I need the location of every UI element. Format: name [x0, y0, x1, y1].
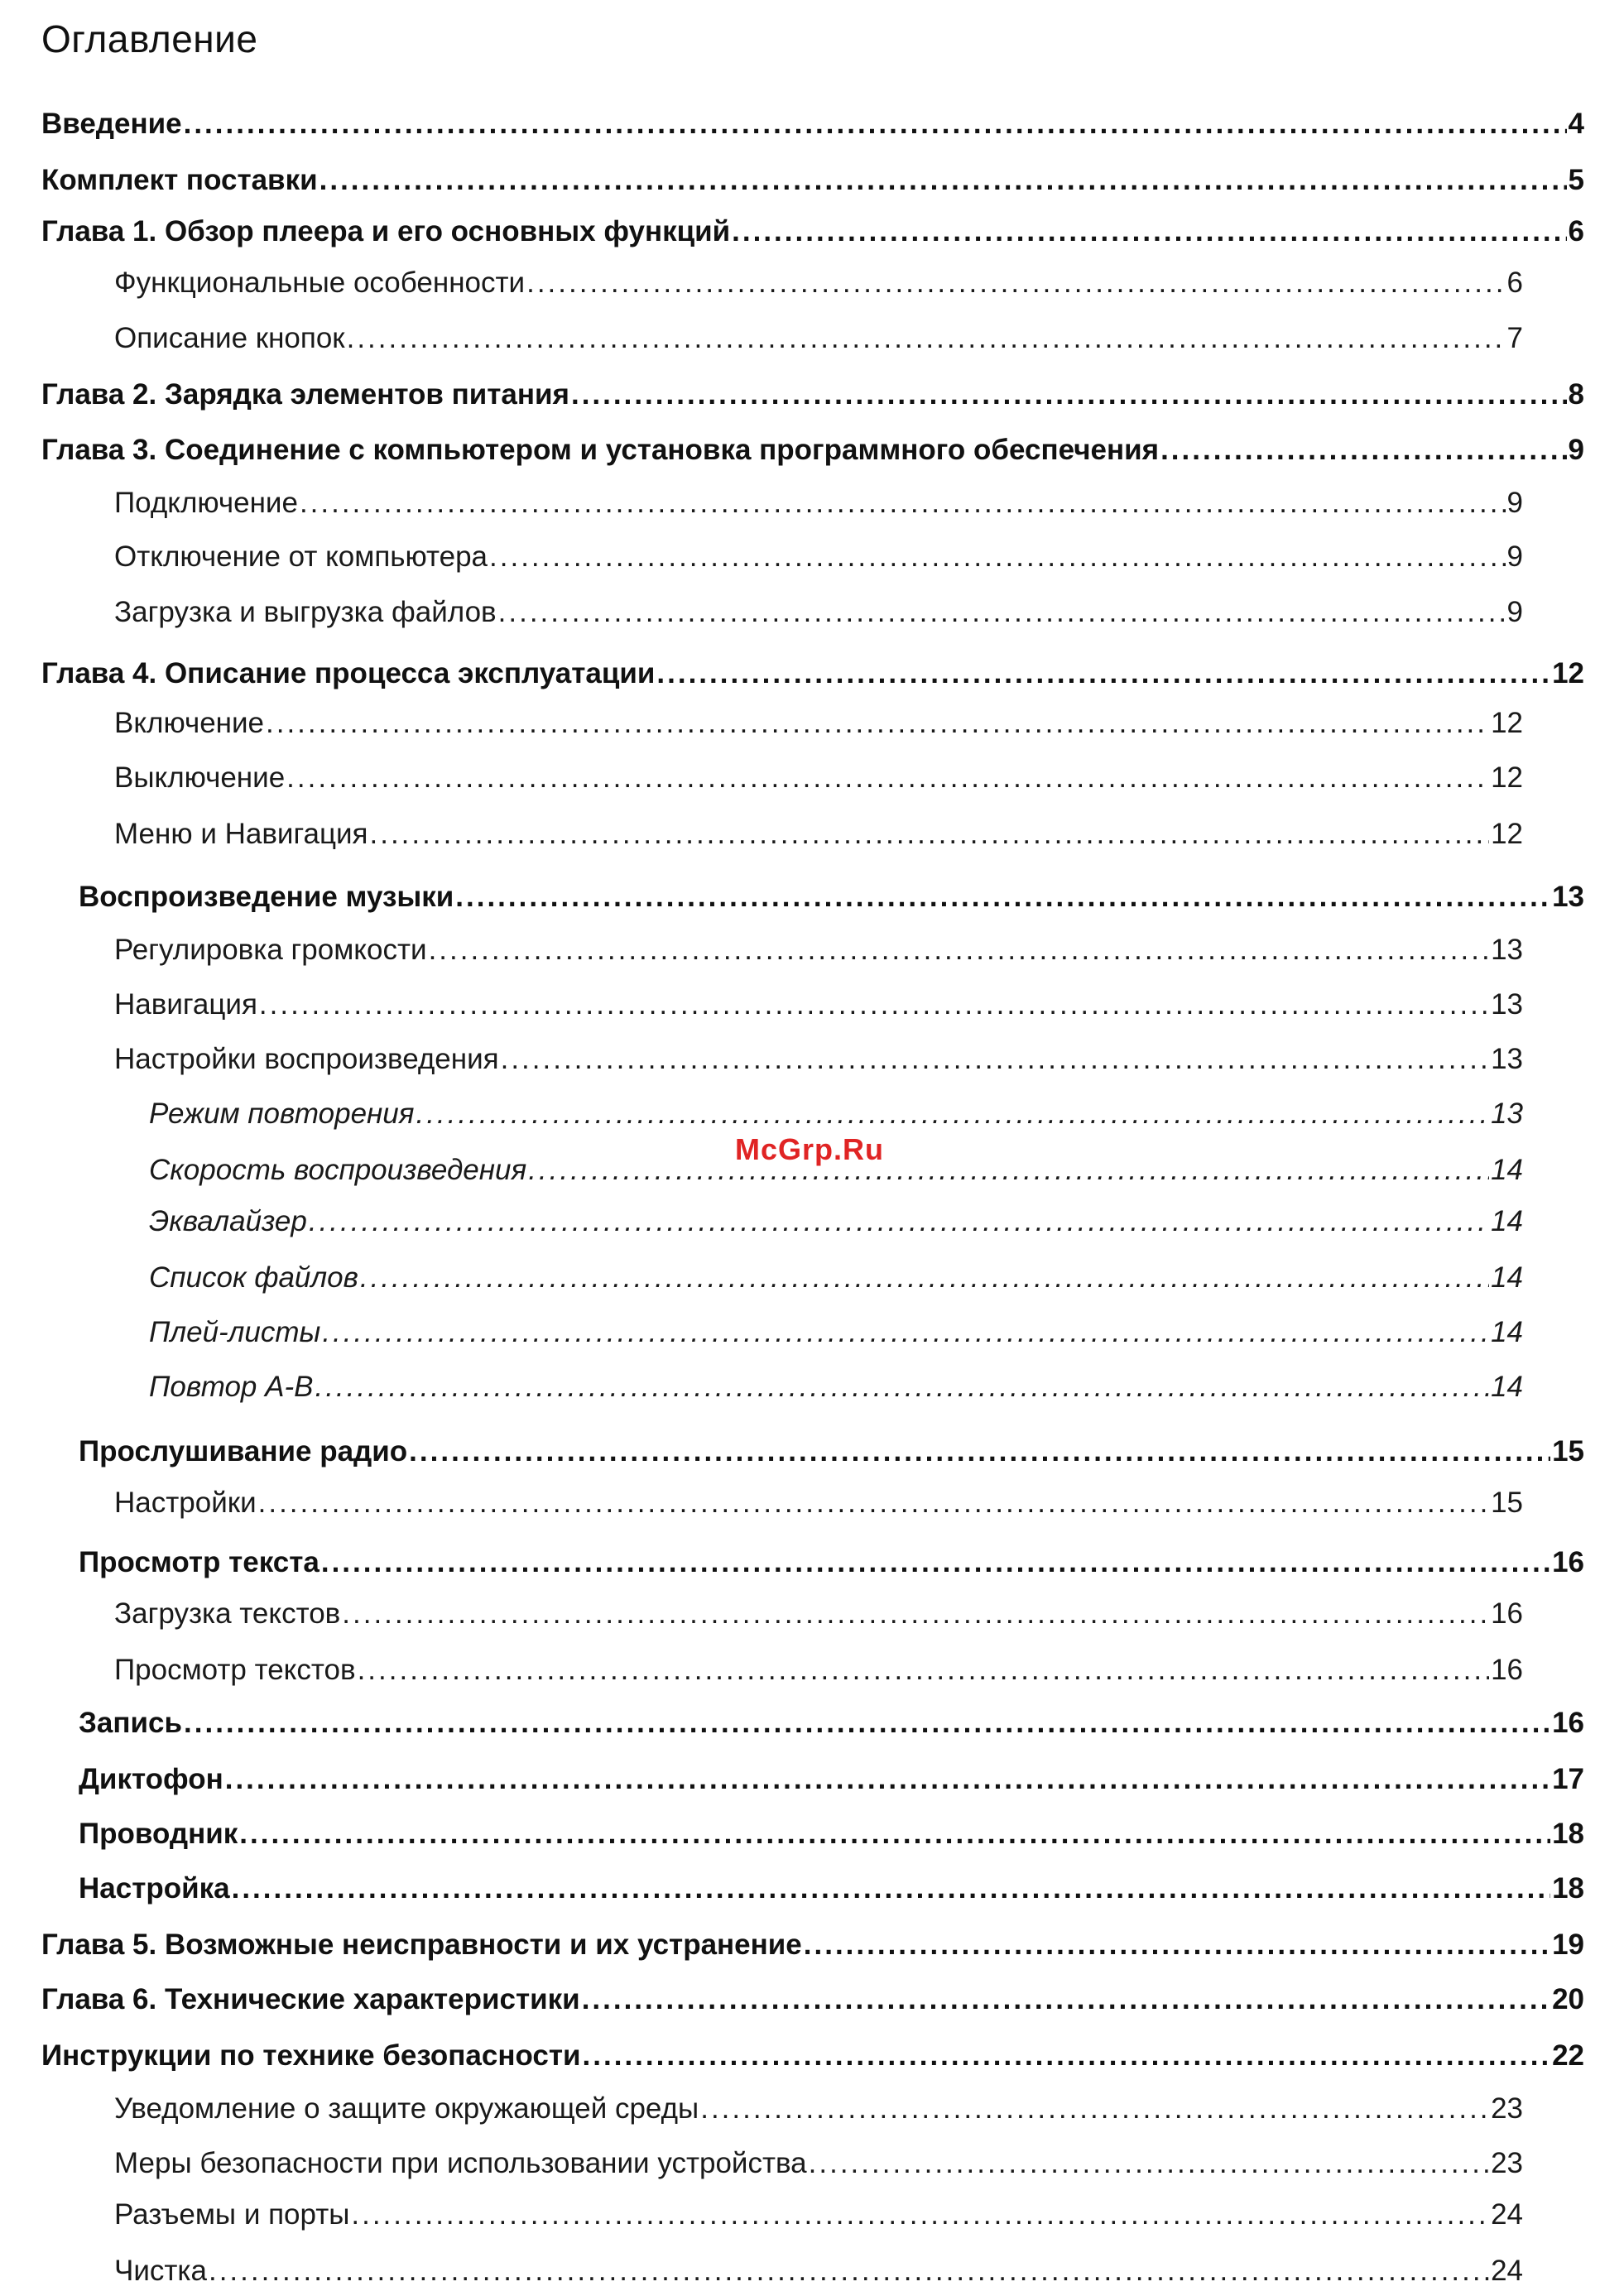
toc-entry-page-number: 16	[1491, 1654, 1523, 1686]
toc-entry-page-number: 16	[1552, 1707, 1584, 1739]
dot-leader	[342, 1594, 1489, 1634]
toc-entry[interactable]	[149, 1094, 1523, 1134]
toc-entry[interactable]	[79, 877, 1584, 917]
dot-leader	[360, 1258, 1489, 1298]
toc-entry[interactable]	[41, 654, 1584, 694]
toc-entry[interactable]	[41, 430, 1584, 470]
toc-entry[interactable]	[149, 1367, 1523, 1407]
toc-entry-page-number: 9	[1568, 434, 1584, 466]
dot-leader	[320, 161, 1567, 200]
toc-entry-label: Скорость воспроизведения	[149, 1154, 527, 1186]
dot-leader	[322, 1313, 1489, 1352]
toc-entry[interactable]	[41, 212, 1584, 252]
toc-entry-label: Глава 5. Возможные неисправности и их устранение	[41, 1929, 802, 1961]
toc-entry-page-number: 9	[1506, 540, 1523, 573]
toc-entry-page-number: 14	[1491, 1154, 1523, 1186]
toc-entry-label: Настройки	[114, 1487, 257, 1519]
toc-entry[interactable]	[79, 1432, 1584, 1472]
toc-entry-page-number: 8	[1568, 378, 1584, 411]
toc-entry-label: Список файлов	[149, 1261, 358, 1294]
dot-leader	[526, 263, 1505, 303]
dot-leader	[258, 1483, 1489, 1523]
toc-entry-label: Выключение	[114, 761, 286, 794]
toc-entry-page-number: 12	[1552, 657, 1584, 689]
toc-entry-page-number: 14	[1491, 1205, 1523, 1237]
toc-entry[interactable]	[114, 814, 1523, 854]
toc-entry-label: Прослушивание радио	[79, 1435, 408, 1467]
toc-entry[interactable]	[114, 263, 1523, 303]
toc-entry[interactable]	[114, 1650, 1523, 1690]
toc-entry-label: Инструкции по технике безопасности	[41, 2039, 581, 2072]
toc-entry-page-number: 13	[1491, 1043, 1523, 1075]
toc-entry[interactable]	[41, 161, 1584, 200]
toc-entry-label: Запись	[79, 1707, 183, 1739]
toc-entry-label: Меню и Навигация	[114, 818, 368, 850]
toc-entry-label: Подключение	[114, 487, 298, 519]
toc-entry-label: Комплект поставки	[41, 164, 318, 196]
toc-entry-page-number: 5	[1568, 164, 1584, 196]
toc-entry-page-number: 15	[1491, 1487, 1523, 1519]
dot-leader	[489, 537, 1506, 577]
toc-entry-page-number: 9	[1506, 596, 1523, 628]
dot-leader	[300, 483, 1506, 523]
toc-entry[interactable]	[41, 1925, 1584, 1965]
dot-leader	[656, 654, 1550, 694]
toc-entry[interactable]	[41, 2036, 1584, 2076]
toc-entry-label: Глава 6. Технические характеристики	[41, 1983, 580, 2015]
toc-entry[interactable]	[114, 2089, 1523, 2129]
toc-entry-label: Уведомление о защите окружающей среды	[114, 2092, 699, 2125]
toc-entry[interactable]	[114, 483, 1523, 523]
dot-leader	[429, 930, 1490, 970]
toc-entry-label: Меры безопасности при использовании устройства	[114, 2147, 807, 2179]
toc-entry-label: Глава 4. Описание процесса эксплуатации	[41, 657, 656, 689]
dot-leader	[351, 2195, 1489, 2235]
toc-entry-page-number: 7	[1506, 322, 1523, 354]
toc-entry-label: Настройка	[79, 1872, 230, 1905]
dot-leader	[1160, 430, 1566, 470]
toc-entry-page-number: 23	[1491, 2147, 1523, 2179]
toc-entry-page-number: 12	[1491, 818, 1523, 850]
toc-entry-page-number: 9	[1506, 487, 1523, 519]
toc-entry-page-number: 20	[1552, 1983, 1584, 2015]
toc-entry-page-number: 18	[1552, 1818, 1584, 1850]
toc-entry-label: Разъемы и порты	[114, 2198, 350, 2231]
toc-entry[interactable]	[79, 1543, 1584, 1583]
dot-leader	[266, 704, 1489, 743]
toc-entry-page-number: 14	[1491, 1261, 1523, 1294]
toc-entry-page-number: 6	[1506, 267, 1523, 299]
toc-entry-label: Проводник	[79, 1818, 238, 1850]
page-title: Оглавление	[41, 17, 258, 60]
toc-entry-page-number: 19	[1552, 1929, 1584, 1961]
toc-entry-page-number: 6	[1568, 215, 1584, 247]
toc-entry-label: Диктофон	[79, 1763, 223, 1795]
toc-entry-page-number: 12	[1491, 761, 1523, 794]
toc-entry-label: Плей-листы	[149, 1316, 321, 1348]
dot-leader	[582, 1980, 1550, 2020]
dot-leader	[225, 1760, 1550, 1799]
dot-leader	[409, 1432, 1550, 1472]
toc-entry-label: Воспроизведение музыки	[79, 881, 454, 913]
toc-entry-label: Глава 1. Обзор плеера и его основных функций	[41, 215, 731, 247]
toc-entry[interactable]	[114, 758, 1523, 798]
dot-leader	[347, 319, 1506, 358]
toc-entry-label: Глава 3. Соединение с компьютером и установка программного обеспечения	[41, 434, 1160, 466]
toc-entry-page-number: 17	[1552, 1763, 1584, 1795]
toc-entry-page-number: 18	[1552, 1872, 1584, 1905]
toc-entry-page-number: 15	[1552, 1435, 1584, 1467]
dot-leader	[309, 1202, 1489, 1242]
toc-entry[interactable]	[114, 985, 1523, 1025]
dot-leader	[498, 593, 1506, 632]
dot-leader	[184, 104, 1567, 144]
toc-entry[interactable]	[114, 1040, 1523, 1079]
toc-entry-page-number: 24	[1491, 2198, 1523, 2231]
dot-leader	[571, 375, 1567, 415]
dot-leader	[370, 814, 1490, 854]
toc-entry[interactable]	[114, 593, 1523, 632]
toc-entry-label: Глава 2. Зарядка элементов питания	[41, 378, 569, 411]
toc-entry-label: Загрузка текстов	[114, 1597, 341, 1630]
toc-entry-page-number: 12	[1491, 707, 1523, 739]
toc-entry[interactable]	[79, 1703, 1584, 1743]
toc-entry-page-number: 14	[1491, 1371, 1523, 1403]
toc-entry-label: Введение	[41, 108, 182, 140]
toc-entry[interactable]	[114, 2144, 1523, 2183]
dot-leader	[184, 1703, 1550, 1743]
toc-entry[interactable]	[114, 930, 1523, 970]
toc-entry-page-number: 23	[1491, 2092, 1523, 2125]
toc-entry-label: Просмотр текстов	[114, 1654, 356, 1686]
dot-leader	[501, 1040, 1489, 1079]
toc-entry-page-number: 4	[1568, 108, 1584, 140]
toc-entry-label: Навигация	[114, 988, 257, 1021]
toc-entry[interactable]	[114, 319, 1523, 358]
toc-entry-label: Включение	[114, 707, 264, 739]
toc-entry[interactable]	[41, 104, 1584, 144]
toc-entry-page-number: 13	[1491, 988, 1523, 1021]
toc-entry[interactable]	[149, 1258, 1523, 1298]
toc-entry-page-number: 13	[1491, 934, 1523, 966]
dot-leader	[259, 985, 1489, 1025]
toc-entry-label: Загрузка и выгрузка файлов	[114, 596, 497, 628]
toc-entry-page-number: 14	[1491, 1316, 1523, 1348]
toc-entry[interactable]	[79, 1814, 1584, 1854]
dot-leader	[286, 758, 1489, 798]
dot-leader	[528, 1150, 1489, 1190]
dot-leader	[455, 877, 1550, 917]
dot-leader	[804, 1925, 1550, 1965]
toc-entry[interactable]	[79, 1760, 1584, 1799]
toc-entry-page-number: 13	[1491, 1098, 1523, 1130]
toc-entry[interactable]	[149, 1202, 1523, 1242]
toc-entry[interactable]	[114, 704, 1523, 743]
dot-leader	[416, 1094, 1489, 1134]
toc-entry-page-number: 24	[1491, 2255, 1523, 2287]
dot-leader	[583, 2036, 1551, 2076]
toc-entry-label: Описание кнопок	[114, 322, 345, 354]
dot-leader	[232, 1869, 1550, 1909]
toc-entry-label: Функциональные особенности	[114, 267, 526, 299]
toc-entry[interactable]	[41, 375, 1584, 415]
toc-entry-label: Настройки воспроизведения	[114, 1043, 499, 1075]
toc-entry[interactable]	[79, 1869, 1584, 1909]
toc-entry[interactable]	[114, 2251, 1523, 2291]
toc-entry-label: Повтор A-B	[149, 1371, 314, 1403]
dot-leader	[321, 1543, 1550, 1583]
toc-entry-label: Чистка	[114, 2255, 207, 2287]
toc-entry[interactable]	[114, 1594, 1523, 1634]
toc-entry[interactable]	[114, 1483, 1523, 1523]
toc-entry[interactable]	[41, 1980, 1584, 2020]
dot-leader	[809, 2144, 1489, 2183]
toc-entry[interactable]	[149, 1313, 1523, 1352]
toc-entry-label: Эквалайзер	[149, 1205, 307, 1237]
dot-leader	[700, 2089, 1489, 2129]
toc-entry[interactable]	[114, 2195, 1523, 2235]
dot-leader	[315, 1367, 1489, 1407]
toc-entry-label: Отключение от компьютера	[114, 540, 488, 573]
dot-leader	[732, 212, 1566, 252]
toc-entry-page-number: 13	[1552, 881, 1584, 913]
dot-leader	[209, 2251, 1489, 2291]
watermark: McGrp.Ru	[735, 1132, 885, 1166]
toc-entry-label: Регулировка громкости	[114, 934, 427, 966]
dot-leader	[239, 1814, 1550, 1854]
toc-entry[interactable]	[114, 537, 1523, 577]
toc-entry-page-number: 22	[1552, 2039, 1584, 2072]
toc-entry-page-number: 16	[1552, 1546, 1584, 1578]
dot-leader	[358, 1650, 1489, 1690]
toc-entry-label: Просмотр текста	[79, 1546, 320, 1578]
toc-entry-page-number: 16	[1491, 1597, 1523, 1630]
toc-entry-label: Режим повторения	[149, 1098, 415, 1130]
